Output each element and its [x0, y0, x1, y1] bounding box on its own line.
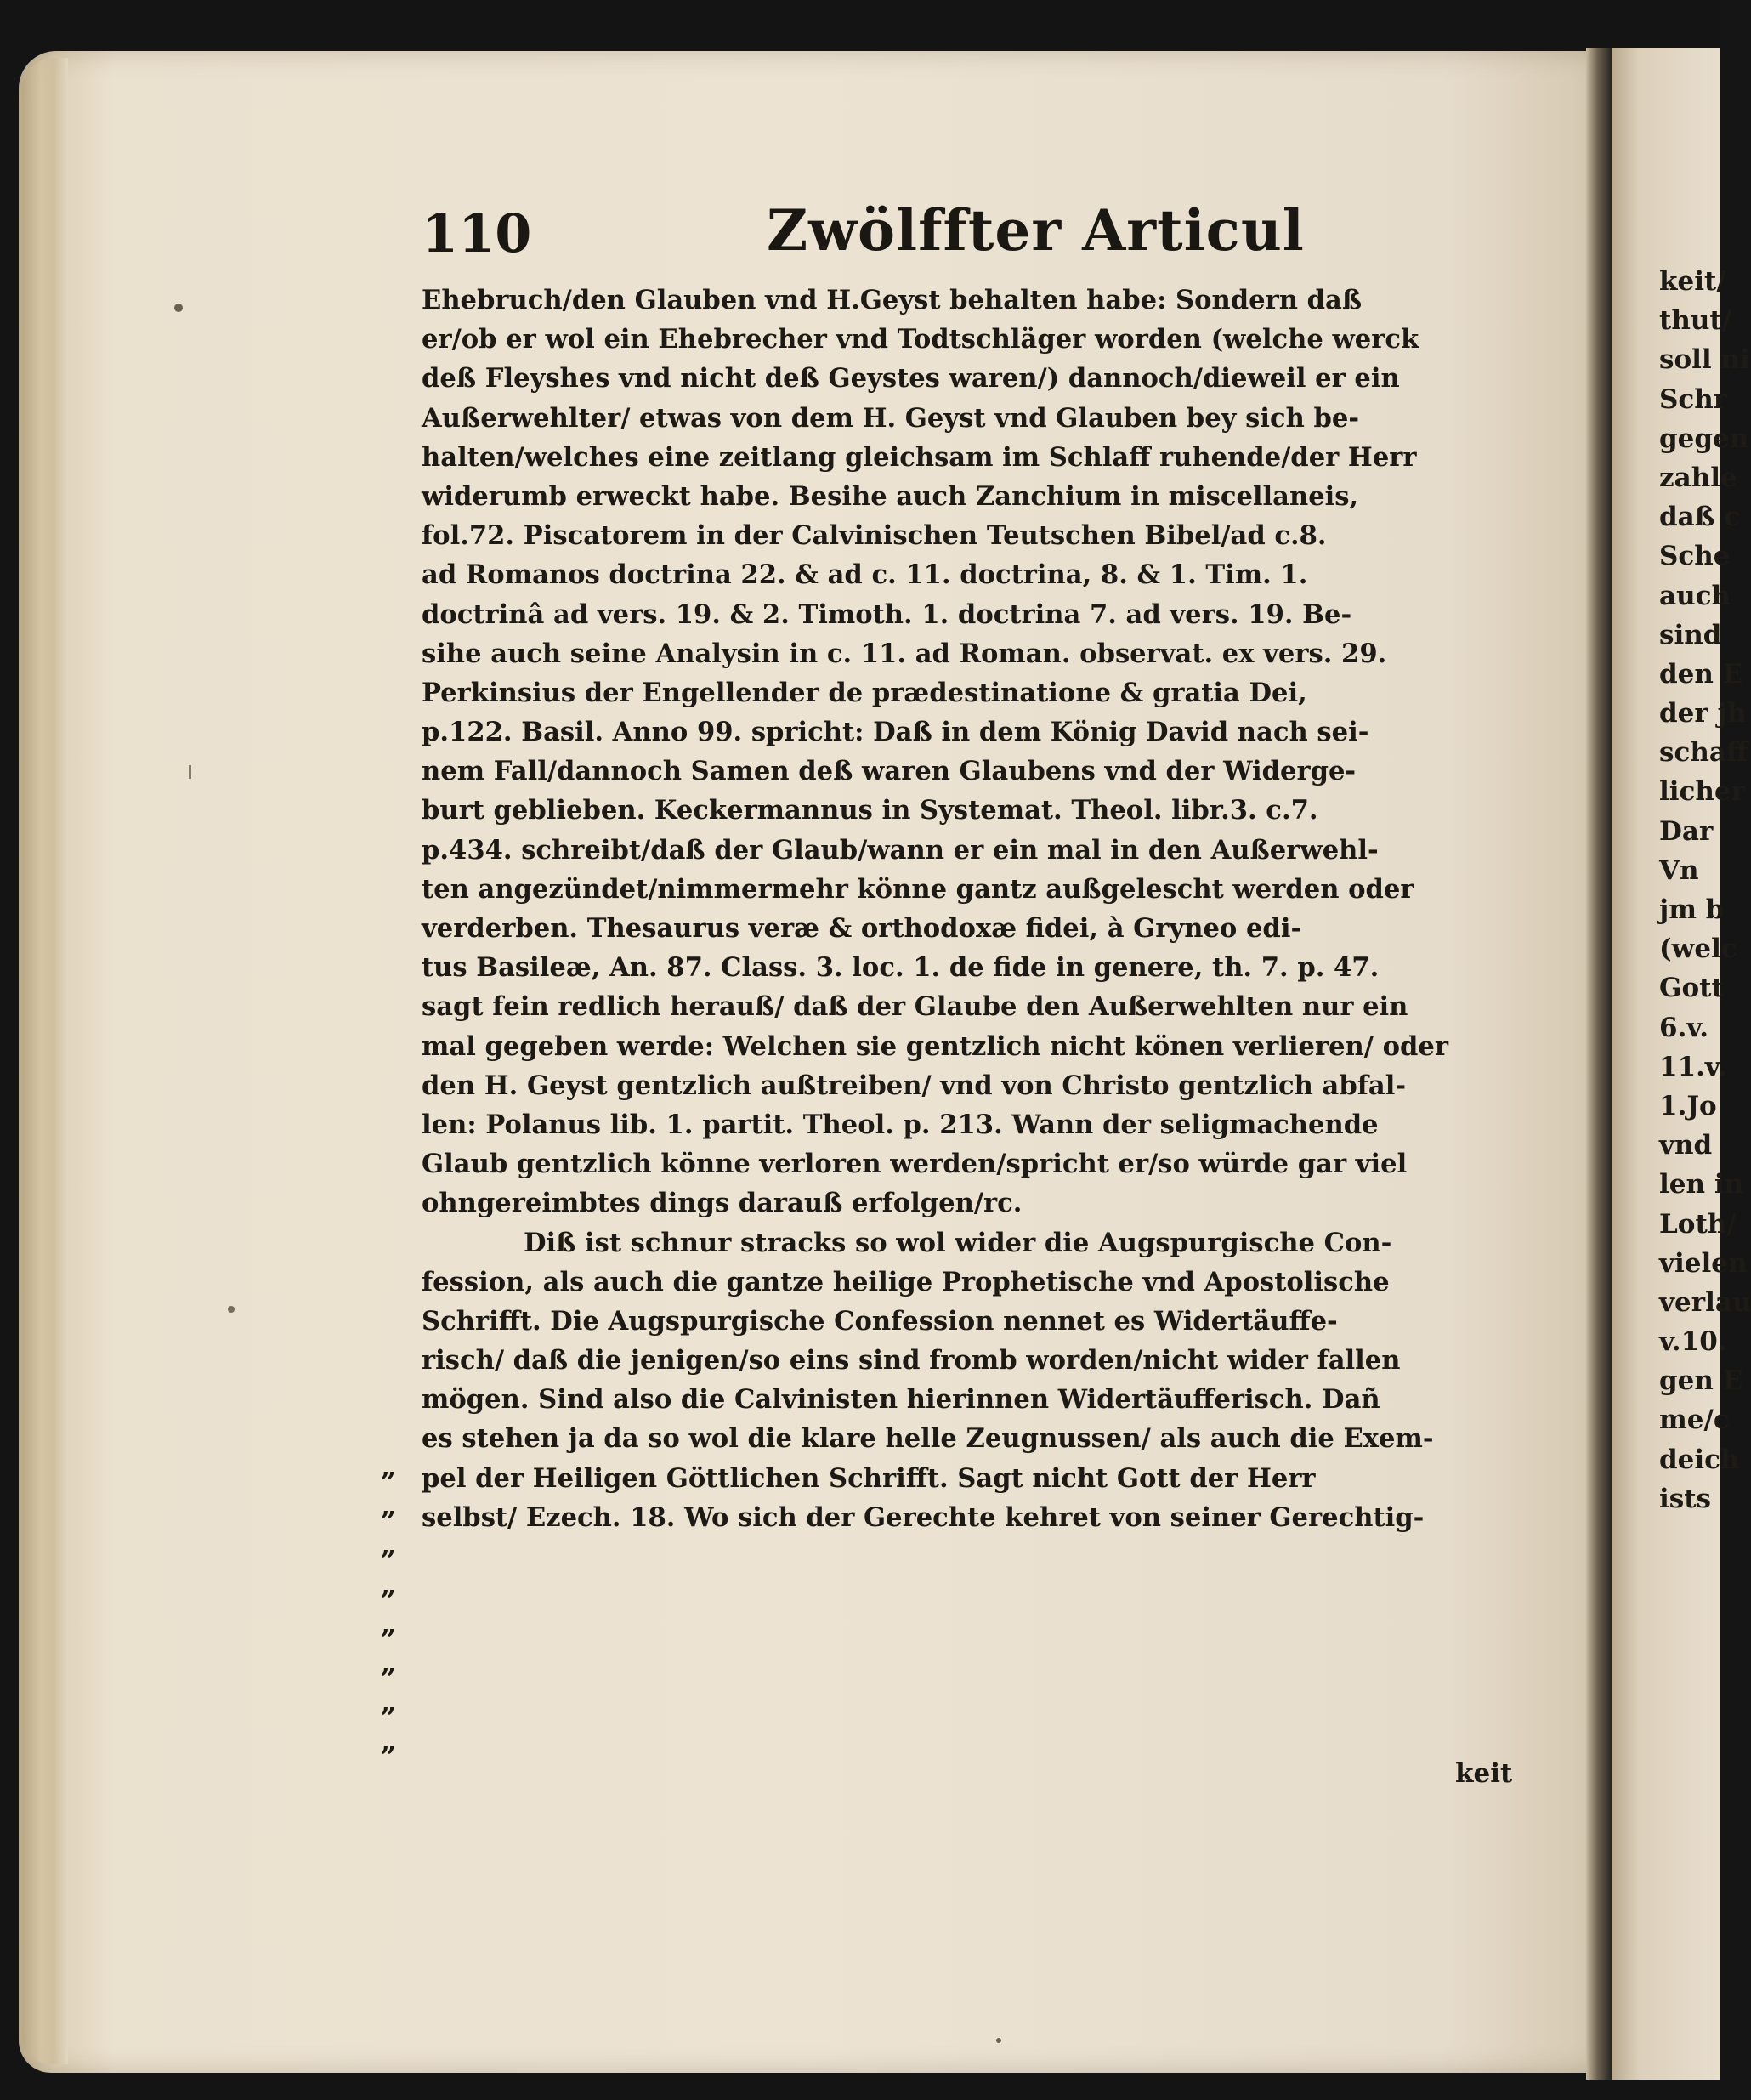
text-line: fol.72. Piscatorem in der Calvinischen Teutschen Bibel/ad c.8.: [422, 520, 1327, 552]
right-page-fragment-line: deich: [1659, 1444, 1740, 1475]
right-page-fragment-line: daß c: [1659, 502, 1740, 533]
right-page-fragment-line: sind: [1659, 619, 1722, 650]
right-page-fragment-line: me/c: [1659, 1405, 1730, 1436]
right-page-fragment-line: verlau: [1659, 1286, 1751, 1318]
right-page-fragment-line: auch: [1659, 580, 1731, 611]
speck: [228, 1306, 235, 1313]
text-line: er/ob er wol ein Ehebrecher vnd Todtschläger worden (welche werck: [422, 324, 1420, 355]
text-line: p.122. Basil. Anno 99. spricht: Daß in dem König David nach sei-: [422, 717, 1369, 748]
right-page-fragment-line: len in: [1659, 1169, 1744, 1200]
text-line: Glaub gentzlich könne verloren werden/spricht er/so würde gar viel: [422, 1149, 1408, 1180]
text-line: ohngereimbtes dings darauß erfolgen/rc.: [422, 1188, 1023, 1219]
text-line: fession, als auch die gantze heilige Prophetische vnd Apostolische: [422, 1266, 1390, 1297]
right-page-fragment-line: Vn: [1659, 854, 1699, 886]
text-line: doctrinâ ad vers. 19. & 2. Timoth. 1. doctrina 7. ad vers. 19. Be-: [422, 599, 1352, 630]
text-line: mögen. Sind also die Calvinisten hierinnen Widertäufferisch. Dañ: [422, 1384, 1380, 1416]
text-line: tus Basileæ, An. 87. Class. 3. loc. 1. de fide in genere, th. 7. p. 47.: [422, 952, 1380, 984]
text-line: widerumb erweckt habe. Besihe auch Zanchium in miscellaneis,: [422, 480, 1359, 512]
speck: [189, 765, 191, 779]
right-page-fragment-line: thut/: [1659, 305, 1732, 337]
quote-mark: „: [381, 1568, 397, 1601]
right-page-fragment-line: 11.v.: [1659, 1051, 1727, 1082]
right-page-fragment-line: (welc: [1659, 934, 1737, 965]
quote-mark: „: [381, 1607, 397, 1640]
right-page-fragment-line: v.10.: [1659, 1326, 1727, 1358]
text-line: den H. Geyst gentzlich außtreiben/ vnd von Christo gentzlich abfal-: [422, 1070, 1407, 1101]
right-page-fragment-line: 1.Jo: [1659, 1090, 1717, 1121]
right-page-fragment-line: Dar: [1659, 815, 1714, 847]
right-page-fragment-line: Sche: [1659, 541, 1731, 572]
text-line: sihe auch seine Analysin in c. 11. ad Roman. observat. ex vers. 29.: [422, 638, 1387, 669]
text-line: Ehebruch/den Glauben vnd H.Geyst behalten habe: Sondern daß: [422, 285, 1363, 315]
text-line: mal gegeben werde: Welchen sie gentzlich nicht könen verlieren/ oder: [422, 1030, 1448, 1062]
text-line: Außerwehlter/ etwas von dem H. Geyst vnd Glauben bey sich be-: [422, 402, 1360, 434]
text-line: es stehen ja da so wol die klare helle Zeugnussen/ als auch die Exem-: [422, 1423, 1434, 1455]
right-page-fragment-line: Loth/: [1659, 1208, 1737, 1240]
speck: [996, 2038, 1001, 2043]
right-page-fragment-line: gen E: [1659, 1365, 1743, 1397]
text-line: verderben. Thesaurus veræ & orthodoxæ fidei, à Gryneo edi-: [422, 913, 1302, 944]
catchword: keit: [1455, 1758, 1513, 1789]
text-line: len: Polanus lib. 1. partit. Theol. p. 213. Wann der seligmachende: [422, 1109, 1379, 1140]
speck: [174, 304, 183, 312]
text-line: selbst/ Ezech. 18. Wo sich der Gerechte kehret von seiner Gerechtig-: [422, 1501, 1425, 1533]
right-page-fragment-line: Schr: [1659, 383, 1728, 415]
text-line: ten angezündet/nimmermehr könne gantz außgelescht werden oder: [422, 873, 1414, 905]
quote-mark: „: [381, 1686, 397, 1719]
text-line: sagt fein redlich herauß/ daß der Glaube den Außerwehlten nur ein: [422, 991, 1408, 1023]
right-page-fragment-line: jm b: [1659, 894, 1725, 925]
text-line: Schrifft. Die Augspurgische Confession nennet es Widertäuffe-: [422, 1305, 1338, 1337]
text-line: nem Fall/dannoch Samen deß waren Glaubens vnd der Widerge-: [422, 756, 1357, 787]
quote-mark: „: [381, 1725, 397, 1758]
text-line: Perkinsius der Engellender de prædestinatione & gratia Dei,: [422, 677, 1307, 708]
right-page-fragment-line: 6.v.: [1659, 1012, 1709, 1043]
text-line: p.434. schreibt/daß der Glaub/wann er ein mal in den Außerwehl-: [422, 834, 1379, 866]
text-line: Diß ist schnur stracks so wol wider die Augspurgische Con-: [524, 1227, 1392, 1258]
running-head: Zwölffter Articul: [767, 197, 1305, 264]
text-line: ad Romanos doctrina 22. & ad c. 11. doctrina, 8. & 1. Tim. 1.: [422, 559, 1308, 591]
right-page-fragment-line: ists: [1659, 1483, 1712, 1514]
right-page-fragment-line: gegen: [1659, 423, 1749, 454]
text-line: risch/ daß die jenigen/so eins sind fromb worden/nicht wider fallen: [422, 1345, 1401, 1376]
right-page-fragment-line: keit/: [1659, 266, 1726, 297]
right-page-fragment-line: der jh: [1659, 698, 1747, 729]
right-page-fragment-line: vnd: [1659, 1130, 1713, 1161]
text-line: burt geblieben. Keckermannus in Systemat. Theol. libr.3. c.7.: [422, 795, 1318, 826]
text-line: deß Fleyshes vnd nicht deß Geystes waren/) dannoch/dieweil er ein: [422, 363, 1400, 394]
quote-mark: „: [381, 1646, 397, 1679]
right-page-fragment-line: Gott: [1659, 973, 1724, 1004]
quote-mark: „: [381, 1450, 397, 1483]
right-page-fragment-line: licher: [1659, 776, 1746, 808]
right-page-fragment-line: den E: [1659, 658, 1743, 690]
page-number: 110: [422, 202, 532, 264]
quote-mark: „: [381, 1529, 397, 1562]
right-page-fragment-line: schaff: [1659, 737, 1748, 769]
text-line: pel der Heiligen Göttlichen Schrifft. Sagt nicht Gott der Herr: [422, 1462, 1316, 1494]
right-page-fragment-line: vielen: [1659, 1247, 1748, 1279]
right-page-fragment-line: zahle: [1659, 462, 1737, 493]
right-page-fragment-line: soll ni: [1659, 344, 1750, 376]
text-line: halten/welches eine zeitlang gleichsam im Schlaff ruhende/der Herr: [422, 441, 1417, 473]
quote-mark: „: [381, 1490, 397, 1523]
